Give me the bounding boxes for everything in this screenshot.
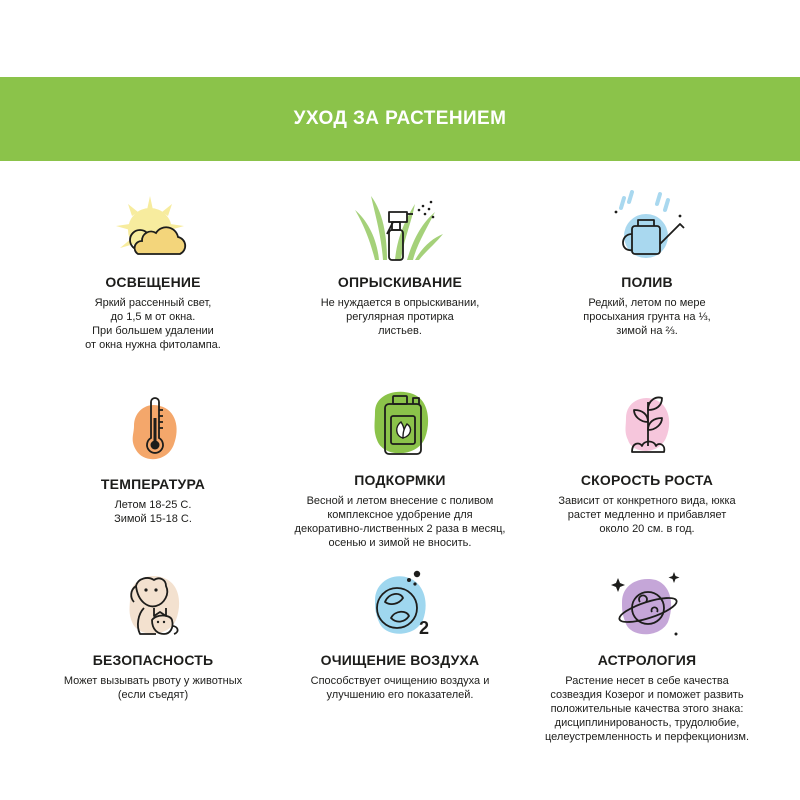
care-item-text: Редкий, летом по мере просыхания грунта на ⅓, зимой на ⅔. [583, 297, 711, 337]
cat-dog-icon [108, 568, 198, 640]
sun-cloud-icon [108, 190, 198, 262]
care-item-growth-rate [514, 388, 780, 536]
care-item-temperature [20, 392, 286, 526]
care-item-watering [514, 190, 780, 338]
care-item-title: ОСВЕЩЕНИЕ [105, 274, 201, 290]
care-item-lighting [20, 190, 286, 352]
header-banner [0, 77, 800, 161]
watering-can-icon [602, 190, 692, 262]
care-item-feeding [267, 388, 533, 550]
care-item-astrology [514, 568, 780, 744]
leaf-co2-icon [355, 568, 445, 640]
planet-icon [602, 568, 692, 640]
care-item-title: ОЧИЩЕНИЕ ВОЗДУХА [320, 652, 480, 668]
care-item-text: Летом 18-25 С. Зимой 15-18 С. [114, 499, 192, 525]
thermometer-icon [108, 392, 198, 464]
co2-subscript: 2 [419, 618, 430, 638]
fertilizer-canister-icon [355, 388, 445, 460]
spray-bottle-icon [355, 190, 445, 262]
care-item-text: Растение несет в себе качества созвездия Козерог и поможет развить положительные качества этого знака: дисциплинированость, трудолюбие, целеустремленность и перфекционизм. [545, 675, 749, 743]
care-item-safety [20, 568, 286, 702]
care-item-spraying [267, 190, 533, 338]
care-item-title: БЕЗОПАСНОСТЬ [92, 652, 214, 668]
care-item-title: ПОДКОРМКИ [354, 472, 446, 488]
care-item-text: Зависит от конкретного вида, юкка растет медленно и прибавляет около 20 см. в год. [558, 495, 736, 535]
care-item-text: Яркий рассенный свет, до 1,5 м от окна. При большем удалении от окна нужна фитолампа. [85, 297, 221, 351]
care-item-text: Весной и летом внесение с поливом комплексное удобрение для декоративно-лиственных 2 раза в месяц, осенью и зимой не вносить. [294, 495, 506, 549]
sprout-icon [602, 388, 692, 460]
care-item-title: ОПРЫСКИВАНИЕ [337, 274, 463, 290]
care-item-air-purification [267, 568, 533, 702]
care-item-title: ТЕМПЕРАТУРА [100, 476, 206, 492]
care-item-title: ПОЛИВ [621, 274, 673, 290]
care-item-text: Способствует очищению воздуха и улучшению его показателей. [310, 675, 490, 701]
care-item-text: Не нуждается в опрыскивании, регулярная протирка листьев. [320, 297, 480, 337]
care-item-text: Может вызывать рвоту у животных (если съедят) [63, 675, 243, 701]
care-item-title: СКОРОСТЬ РОСТА [580, 472, 714, 488]
care-item-title: АСТРОЛОГИЯ [597, 652, 697, 668]
page-title: УХОД ЗА РАСТЕНИЕМ [293, 108, 507, 129]
